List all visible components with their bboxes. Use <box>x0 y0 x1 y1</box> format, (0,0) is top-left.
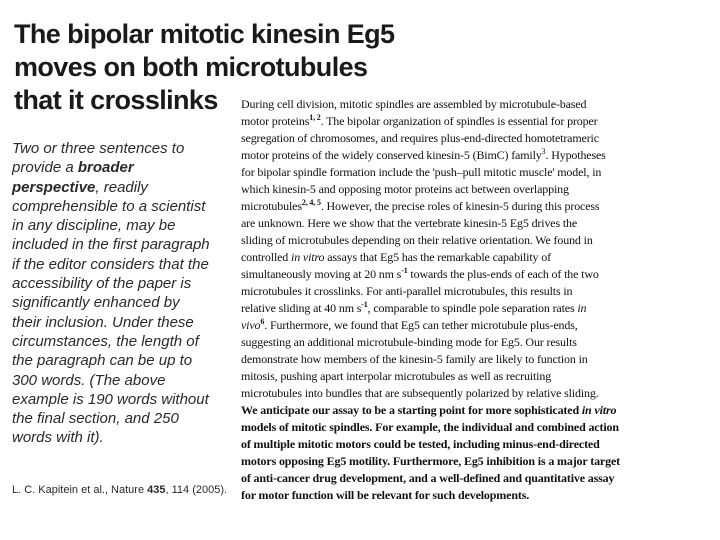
abstract-text: microtubules <box>241 199 302 213</box>
summary-line: significantly enhanced by <box>12 294 180 312</box>
summary-line: accessibility of the paper is <box>12 275 192 293</box>
unit-superscript: -1 <box>361 300 368 309</box>
summary-line: Two or three sentences to <box>12 140 185 157</box>
abstract-text: motor proteins of the widely conserved kinesin-5 (BimC) family <box>241 148 542 162</box>
abstract-text: We anticipate our assay to be a starting point for more sophisticated <box>241 403 582 417</box>
abstract-line: sliding of microtubules depending on their relative orientation. We found in <box>241 233 593 247</box>
abstract-line <box>241 402 711 419</box>
summary-line: 300 words. (The above <box>12 371 166 389</box>
summary-emphasis: perspective <box>12 178 96 196</box>
abstract-line: for motor function will be relevant for such developments. <box>241 488 530 502</box>
abstract-line: microtubules it crosslinks. For anti-parallel microtubules, this results in <box>241 284 573 298</box>
title-line-3: that it crosslinks <box>14 85 218 115</box>
unit-superscript: -1 <box>401 266 408 275</box>
abstract-italic: in vitro <box>291 250 325 264</box>
summary-line <box>12 178 234 197</box>
abstract-text: . Furthermore, we found that Eg5 can tether microtubule plus-ends, <box>264 318 578 332</box>
summary-text: provide a <box>12 159 78 177</box>
summary-line: in any discipline, may be <box>12 217 176 235</box>
reference-superscript: 2, 4, 5 <box>301 198 321 207</box>
abstract-text: assays that Eg5 has the remarkable capability of <box>324 250 551 264</box>
citation <box>12 483 227 497</box>
abstract-text: . The bipolar organization of spindles is essential for proper <box>320 114 598 128</box>
summary-line: circumstances, the length of <box>12 332 199 350</box>
citation-volume: 435 <box>147 484 166 496</box>
abstract-text: relative sliding at 40 nm s <box>241 301 362 315</box>
summary-text: , readily <box>95 178 148 196</box>
summary-line: the final section, and 250 <box>12 410 179 428</box>
abstract-line: for bipolar spindle formation include the 'push–pull mitotic muscle' model, in <box>241 165 602 179</box>
abstract-line: demonstrate how members of the kinesin-5 family are likely to function in <box>241 352 588 366</box>
summary-line <box>12 158 234 177</box>
summary-emphasis: broader <box>77 159 134 177</box>
abstract-line: which kinesin-5 and opposing motor proteins act between overlapping <box>241 182 569 196</box>
abstract-line: motors opposing Eg5 motility. Furthermore, Eg5 inhibition is a major target <box>241 454 620 468</box>
abstract-line: of multiple mitotic motors could be tested, including minus-end-directed <box>241 437 600 451</box>
abstract-text: simultaneously moving at 20 nm s <box>241 267 402 281</box>
abstract-line <box>241 317 711 334</box>
abstract-line <box>241 113 711 130</box>
abstract-line <box>241 249 711 266</box>
summary-line: if the editor considers that the <box>12 255 209 273</box>
abstract-line <box>241 266 711 283</box>
reference-superscript: 3 <box>541 147 546 156</box>
abstract-text: . However, the precise roles of kinesin-5 during this process <box>320 199 600 213</box>
title-line-1: The bipolar mitotic kinesin Eg5 <box>14 19 395 49</box>
abstract-paragraph <box>241 96 711 504</box>
summary-line: comprehensible to a scientist <box>12 197 206 215</box>
summary-line: example is 190 words without <box>12 390 209 408</box>
abstract-text: motor proteins <box>241 114 310 128</box>
citation-pages: , 114 (2005). <box>165 484 228 496</box>
citation-authors: L. C. Kapitein et al., Nature <box>12 484 148 496</box>
abstract-line <box>241 147 711 164</box>
abstract-text: , comparable to spindle pole separation rates <box>367 301 578 315</box>
abstract-line: During cell division, mitotic spindles are assembled by microtubule-based <box>241 97 587 111</box>
summary-line: the paragraph can be up to <box>12 352 193 370</box>
summary-line: included in the first paragraph <box>12 236 210 254</box>
summary-line: their inclusion. Under these <box>12 313 194 331</box>
abstract-italic: in <box>577 301 587 315</box>
abstract-text: . Hypotheses <box>545 148 606 162</box>
abstract-line: suggesting an additional microtubule-binding mode for Eg5. Our results <box>241 335 577 349</box>
abstract-italic: in vitro <box>581 403 617 417</box>
abstract-italic: vivo <box>241 318 261 332</box>
abstract-line: mitosis, pushing apart interpolar microtubules as well as recruiting <box>241 369 552 383</box>
abstract-text: controlled <box>241 250 292 264</box>
summary-note <box>12 139 234 448</box>
abstract-text: towards the plus-ends of each of the two <box>407 267 599 281</box>
abstract-line: models of mitotic spindles. For example, the individual and combined action <box>241 420 619 434</box>
abstract-line: of anti-cancer drug development, and a well-defined and quantitative assay <box>241 471 615 485</box>
abstract-line: segregation of chromosomes, and requires plus-end-directed homotetrameric <box>241 131 599 145</box>
abstract-line: are unknown. Here we show that the vertebrate kinesin-5 Eg5 drives the <box>241 216 578 230</box>
reference-superscript: 1, 2 <box>309 113 321 122</box>
abstract-line <box>241 300 711 317</box>
title-line-2: moves on both microtubules <box>14 52 368 82</box>
abstract-line <box>241 198 711 215</box>
summary-line: words with it). <box>12 429 104 447</box>
abstract-line: microtubules into bundles that are subsequently polarized by relative sliding. <box>241 386 599 400</box>
reference-superscript: 6 <box>260 317 265 326</box>
